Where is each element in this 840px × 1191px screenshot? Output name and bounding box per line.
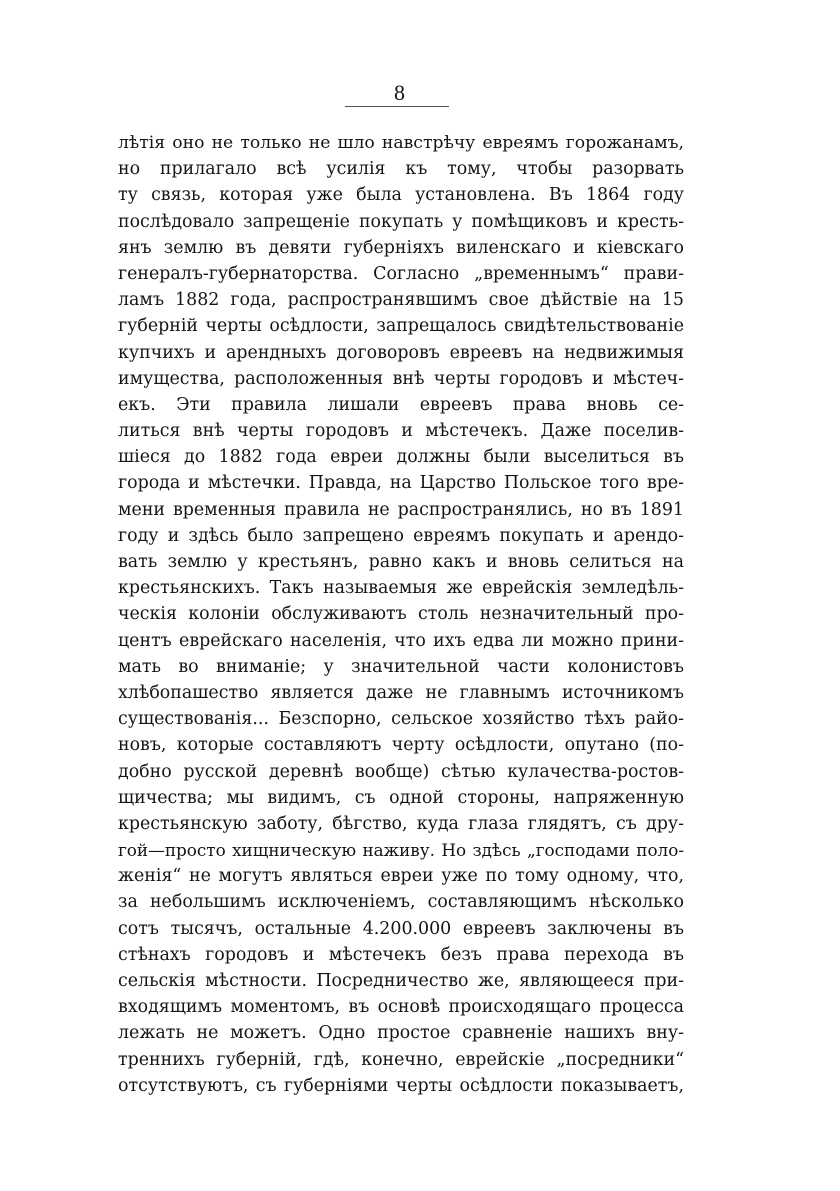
text-line: но прилагало всѣ усилія къ тому, чтобы разорвать bbox=[118, 159, 684, 180]
text-line: мать во вниманіе; у значительной части колонистовъ bbox=[118, 656, 684, 677]
text-line: крестьянскихъ. Такъ называемыя же еврейскія земледѣль- bbox=[118, 578, 684, 599]
text-line: гой—просто хищническую наживу. Но здѣсь „господами поло- bbox=[118, 840, 684, 861]
text-line: женія“ не могутъ являться евреи уже по тому одному, что, bbox=[118, 866, 684, 887]
text-line: екъ. Эти правила лишали евреевъ права вновь се- bbox=[118, 394, 684, 415]
text-line: янъ землю въ девяти губерніяхъ виленскаго и кіевскаго bbox=[118, 237, 684, 258]
text-line: города и мѣстечки. Правда, на Царство Польское того вре- bbox=[118, 473, 684, 494]
text-line: году и здѣсь было запрещено евреямъ покупать и арендо- bbox=[118, 525, 684, 546]
text-line: имущества, расположенныя внѣ черты городовъ и мѣстеч- bbox=[118, 368, 684, 389]
text-line: купчихъ и арендныхъ договоровъ евреевъ на недвижимыя bbox=[118, 342, 684, 363]
text-line: шіеся до 1882 года евреи должны были выселиться въ bbox=[118, 447, 684, 468]
text-line: лежать не можетъ. Одно простое сравненіе нашихъ вну- bbox=[118, 1023, 684, 1044]
text-line: литься внѣ черты городовъ и мѣстечекъ. Даже поселив- bbox=[118, 421, 684, 442]
text-line: сотъ тысячъ, остальные 4.200.000 евреевъ заключены въ bbox=[118, 918, 684, 939]
body-text bbox=[118, 130, 684, 1099]
text-line: входящимъ моментомъ, въ основѣ происходящаго процесса bbox=[118, 997, 684, 1018]
text-line: треннихъ губерній, гдѣ, конечно, еврейскіе „посредники“ bbox=[118, 1049, 684, 1070]
text-line: губерній черты осѣдлости, запрещалось свидѣтельствованіе bbox=[118, 316, 684, 337]
page-number: 8 bbox=[394, 80, 406, 105]
text-line: вать землю у крестьянъ, равно какъ и вновь селиться на bbox=[118, 552, 684, 572]
text-line: существованія... Безспорно, сельское хозяйство тѣхъ райо- bbox=[118, 709, 684, 730]
text-line: отсутствуютъ, съ губерніями черты осѣдлости показываетъ, bbox=[118, 1075, 684, 1096]
text-line: лѣтія оно не только не шло навстрѣчу евреямъ горожанамъ, bbox=[118, 133, 684, 153]
header-rule bbox=[345, 106, 449, 107]
text-line: сельскія мѣстности. Посредничество же, являющееся при- bbox=[118, 971, 684, 991]
text-line: новъ, которые составляютъ черту осѣдлости, опутано (по- bbox=[118, 735, 684, 756]
text-line: ламъ 1882 года, распространявшимъ свое дѣйствіе на 15 bbox=[118, 290, 684, 311]
text-line: крестьянскую заботу, бѣгство, куда глаза глядятъ, съ дру- bbox=[118, 813, 684, 834]
text-line: щичества; мы видимъ, съ одной стороны, напряженную bbox=[118, 787, 684, 808]
text-line: добно русской деревнѣ вообще) сѣтью кулачества-ростов- bbox=[118, 761, 684, 782]
text-line: стѣнахъ городовъ и мѣстечекъ безъ права перехода въ bbox=[118, 944, 684, 965]
text-line: ческія колоніи обслуживаютъ столь незначительный про- bbox=[118, 604, 684, 625]
text-line: центъ еврейскаго населенія, что ихъ едва ли можно прини- bbox=[118, 630, 684, 651]
text-line: послѣдовало запрещеніе покупать у помѣщиковъ и кресть- bbox=[118, 211, 684, 232]
text-line: генералъ-губернаторства. Согласно „временнымъ“ прави- bbox=[118, 263, 684, 284]
text-line: за небольшимъ исключеніемъ, составляющимъ нѣсколько bbox=[118, 892, 684, 913]
text-line: мени временныя правила не распространялись, но въ 1891 bbox=[118, 499, 684, 520]
text-line: хлѣбопашество является даже не главнымъ источникомъ bbox=[118, 682, 684, 703]
text-line: ту связь, которая уже была установлена. Въ 1864 году bbox=[118, 185, 684, 206]
